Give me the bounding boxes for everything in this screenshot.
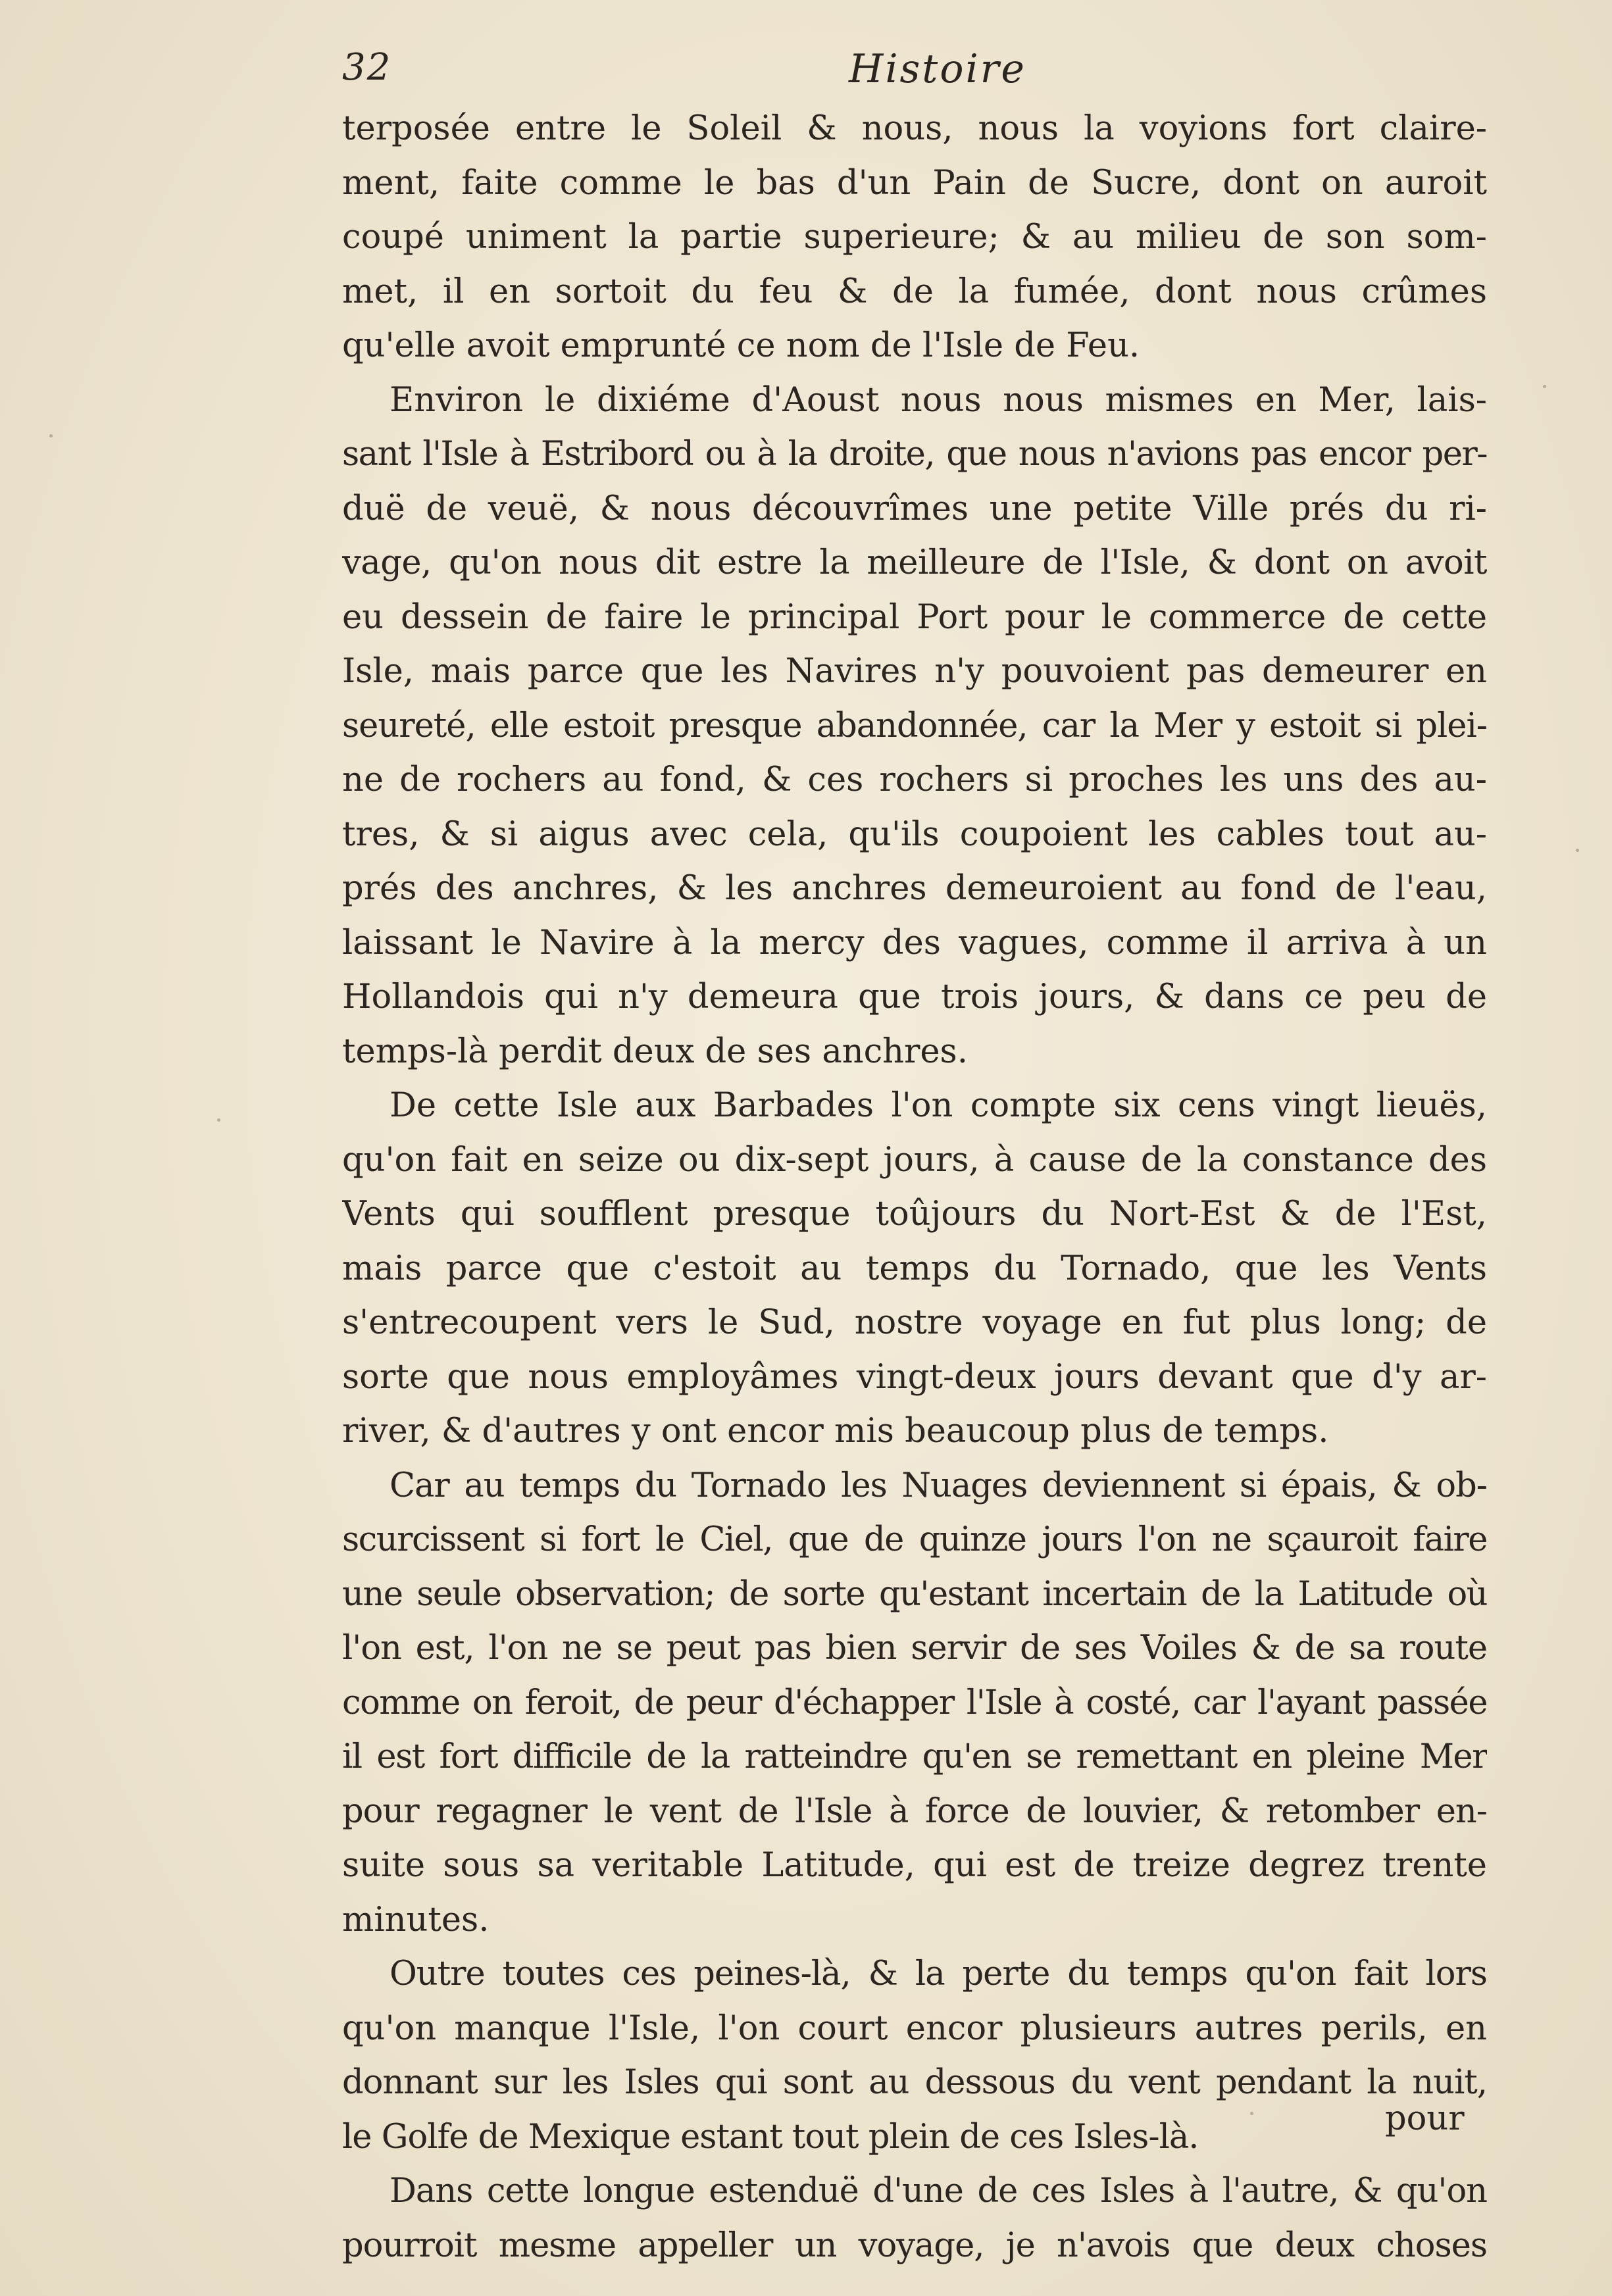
- text-line: sant l'Isle à Estribord ou à la droite, que nous n'avions pas encor per-: [342, 435, 1487, 474]
- text-line: qu'elle avoit emprunté ce nom de l'Isle de Feu.: [342, 326, 1140, 365]
- text-line: laissant le Navire à la mercy des vagues, comme il arriva à un: [342, 923, 1487, 962]
- text-line: coupé uniment la partie superieure; & au milieu de son som-: [342, 218, 1487, 257]
- paper-speck: [1543, 385, 1546, 388]
- text-line: Hollandois qui n'y demeura que trois jours, & dans ce peu de: [342, 978, 1487, 1016]
- text-line: minutes.: [342, 1900, 490, 1939]
- paper-speck: [1250, 2112, 1253, 2115]
- paragraph-start-line: Car au temps du Tornado les Nuages deviennent si épais, & ob-: [390, 1466, 1487, 1505]
- text-line: Vents qui soufflent presque toûjours du Nort-Est & de l'Est,: [342, 1195, 1487, 1234]
- body-text: [342, 102, 1487, 2273]
- text-line: tres, & si aigus avec cela, qu'ils coupoient les cables tout au-: [342, 814, 1487, 854]
- text-line: Isle, mais parce que les Navires n'y pouvoient pas demeurer en: [342, 652, 1487, 691]
- text-line: une seule observation; de sorte qu'estant incertain de la Latitude où: [342, 1574, 1487, 1614]
- paper-speck: [1576, 849, 1579, 852]
- text-line: river, & d'autres y ont encor mis beaucoup plus de temps.: [342, 1412, 1329, 1451]
- text-line: l'on est, l'on ne se peut pas bien servir de ses Voiles & de sa route: [342, 1629, 1487, 1668]
- text-line: temps-là perdit deux de ses anchres.: [342, 1032, 968, 1071]
- text-line: terposée entre le Soleil & nous, nous la voyions fort claire-: [342, 109, 1487, 148]
- text-line: il est fort difficile de la ratteindre qu'en se remettant en pleine Mer: [342, 1737, 1487, 1776]
- text-line: ne de rochers au fond, & ces rochers si proches les uns des au-: [342, 761, 1487, 799]
- text-line: eu dessein de faire le principal Port pour le commerce de cette: [342, 597, 1487, 637]
- text-line: seureté, elle estoit presque abandonnée, car la Mer y estoit si plei-: [342, 706, 1487, 745]
- paragraph-start-line: Dans cette longue estenduë d'une de ces Isles à l'autre, & qu'on: [390, 2172, 1487, 2210]
- paper-speck: [49, 434, 53, 437]
- text-line: met, il en sortoit du feu & de la fumée, dont nous crûmes: [342, 272, 1487, 311]
- catchword: pour: [1385, 2099, 1465, 2138]
- text-line: le Golfe de Mexique estant tout plein de ces Isles-là.: [342, 2117, 1199, 2157]
- text-line: duë de veuë, & nous découvrîmes une petite Ville prés du ri-: [342, 489, 1487, 528]
- running-title: Histoire: [849, 46, 1026, 92]
- text-line: prés des anchres, & les anchres demeuroient au fond de l'eau,: [342, 869, 1487, 908]
- paragraph-start-line: Environ le dixiéme d'Aoust nous nous mismes en Mer, lais-: [390, 380, 1487, 420]
- paragraph-start-line: De cette Isle aux Barbades l'on compte six cens vingt lieuës,: [390, 1086, 1487, 1125]
- paragraph-start-line: Outre toutes ces peines-là, & la perte du temps qu'on fait lors: [390, 1955, 1487, 1993]
- text-line: s'entrecoupent vers le Sud, nostre voyage en fut plus long; de: [342, 1303, 1487, 1342]
- page-number: 32: [342, 46, 392, 89]
- text-line: vage, qu'on nous dit estre la meilleure de l'Isle, & dont on avoit: [342, 543, 1487, 582]
- running-head: [342, 46, 1487, 99]
- text-line: donnant sur les Isles qui sont au dessous du vent pendant la nuit,: [342, 2063, 1487, 2102]
- text-line: ment, faite comme le bas d'un Pain de Sucre, dont on auroit: [342, 163, 1487, 203]
- text-line: comme on feroit, de peur d'échapper l'Isle à costé, car l'ayant passée: [342, 1683, 1487, 1722]
- text-line: pourroit mesme appeller un voyage, je n'avois que deux choses: [342, 2226, 1487, 2265]
- text-line: scurcissent si fort le Ciel, que de quinze jours l'on ne sçauroit faire: [342, 1520, 1487, 1559]
- text-line: sorte que nous employâmes vingt-deux jours devant que d'y ar-: [342, 1357, 1487, 1397]
- text-line: qu'on manque l'Isle, l'on court encor plusieurs autres perils, en: [342, 2009, 1487, 2048]
- text-line: pour regagner le vent de l'Isle à force de louvier, & retomber en-: [342, 1791, 1487, 1831]
- text-line: qu'on fait en seize ou dix-sept jours, à cause de la constance des: [342, 1140, 1487, 1180]
- paper-speck: [217, 1118, 220, 1122]
- text-line: mais parce que c'estoit au temps du Tornado, que les Vents: [342, 1249, 1487, 1288]
- text-line: suite sous sa veritable Latitude, qui est de treize degrez trente: [342, 1846, 1487, 1885]
